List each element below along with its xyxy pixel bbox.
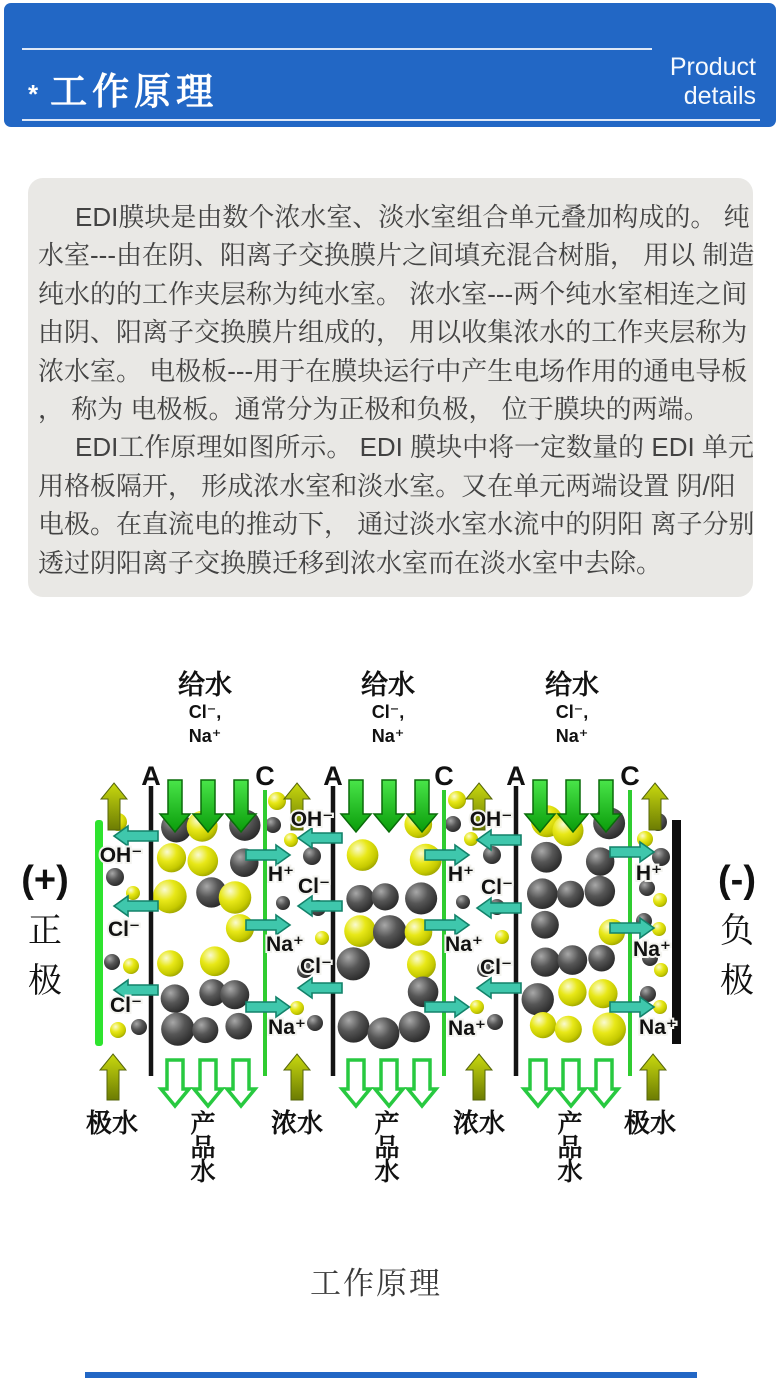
page-title: 工作原理 (50, 71, 219, 112)
ion-label: Cl⁻ (480, 876, 514, 899)
feed-ion-label: Cl⁻, (188, 702, 222, 722)
resin-bead-dark (161, 1012, 194, 1045)
cation-membrane-label: C (434, 761, 454, 791)
resin-bead-dark (399, 1011, 430, 1042)
resin-bead-dark (527, 878, 558, 909)
negative-electrode-sign: (-) (718, 859, 756, 901)
ion-migration-arrow-left (298, 978, 342, 998)
resin-bead-dark (131, 1019, 147, 1035)
product-water-label: 产 (557, 1110, 583, 1138)
ion-label: H⁺ (447, 863, 475, 886)
resin-bead-dark (276, 896, 290, 910)
resin-bead-dark (588, 945, 615, 972)
ion-label: Cl⁻ (107, 918, 141, 941)
feed-down-arrow-icon (374, 780, 404, 832)
feed-water-label: 给水 (545, 670, 599, 700)
resin-bead-dark (303, 847, 321, 865)
resin-bead-yellow (464, 832, 478, 846)
ion-migration-arrow-left (298, 828, 342, 848)
negative-electrode-bar (672, 820, 681, 1044)
resin-bead-yellow (110, 1022, 126, 1038)
resin-bead-yellow (157, 843, 186, 872)
resin-bead-yellow (315, 931, 329, 945)
negative-electrode-label: 极 (720, 962, 754, 1000)
ion-label: H⁺ (635, 862, 663, 885)
product-water-arrow-icon (408, 1060, 436, 1106)
resin-bead-dark (405, 882, 437, 914)
edi-diagram-svg (0, 650, 780, 1210)
resin-bead-dark (225, 1013, 252, 1040)
resin-bead-dark (307, 1015, 323, 1031)
feed-water-label: 给水 (361, 670, 415, 700)
outlet-up-arrow-icon (284, 1054, 310, 1100)
resin-bead-dark (531, 947, 560, 976)
resin-bead-yellow (653, 893, 667, 907)
positive-electrode-sign: (+) (21, 859, 69, 901)
feed-ion-label: Cl⁻, (371, 702, 405, 722)
resin-bead-dark (368, 1017, 400, 1049)
resin-bead-yellow (495, 930, 509, 944)
positive-electrode-label: 极 (28, 962, 62, 1000)
ion-migration-arrow-right (246, 997, 290, 1017)
feed-down-arrow-icon (341, 780, 371, 832)
diagram-caption: 工作原理 (310, 1266, 442, 1301)
product-water-arrow-icon (342, 1060, 370, 1106)
anion-membrane-label: A (323, 761, 343, 791)
negative-electrode-label: 负 (720, 912, 754, 950)
edi-principle-diagram (0, 650, 780, 1210)
ion-label: OH⁻ (99, 844, 143, 867)
ion-label: Na⁺ (633, 938, 671, 961)
feed-ion-label: Cl⁻, (555, 702, 589, 722)
product-water-label: 产 (190, 1110, 216, 1138)
resin-bead-yellow (470, 1000, 484, 1014)
resin-bead-yellow (555, 1016, 582, 1043)
resin-bead-dark (445, 816, 461, 832)
outlet-up-arrow-icon (640, 1054, 666, 1100)
resin-bead-dark (585, 876, 616, 907)
resin-bead-dark (522, 983, 554, 1015)
resin-bead-dark (265, 817, 281, 833)
section-header (4, 3, 776, 127)
resin-bead-dark (346, 885, 374, 913)
resin-bead-yellow (652, 922, 666, 936)
header-divider-top (22, 48, 652, 50)
description-line: 用格板隔开， 形成浓水室和淡水室。又在单元两端设置 阴/阳 (38, 470, 736, 501)
header-divider-bottom (22, 119, 760, 121)
ion-label: H⁺ (267, 863, 295, 886)
description-line: 电极。在直流电的推动下， 通过淡水室水流中的阴阳 离子分别 (38, 509, 755, 540)
product-water-arrow-icon (590, 1060, 618, 1106)
ion-label: Cl⁻ (479, 956, 513, 979)
resin-bead-dark (161, 984, 189, 1012)
product-water-arrow-icon (524, 1060, 552, 1106)
resin-bead-yellow (654, 963, 668, 977)
resin-bead-dark (338, 1011, 370, 1043)
ion-label: Na⁺ (448, 1017, 486, 1040)
product-water-label: 水 (557, 1158, 583, 1186)
product-water-label: 品 (557, 1134, 583, 1162)
electrode-water-label: 极水 (623, 1108, 677, 1138)
product-water-label: 产 (374, 1110, 400, 1138)
resin-bead-dark (558, 945, 588, 975)
concentrate-water-label: 浓水 (270, 1108, 324, 1138)
resin-bead-yellow (407, 950, 436, 979)
resin-bead-yellow (448, 791, 466, 809)
product-water-label: 水 (374, 1158, 400, 1186)
description-line: 由阴、阳离子交换膜片组成的， 用以收集浓水的工作夹层称为 (38, 317, 748, 348)
ion-label: Na⁺ (639, 1016, 677, 1039)
outlet-up-arrow-icon (100, 1054, 126, 1100)
footer-accent-bar (85, 1372, 697, 1378)
cation-membrane-label: C (620, 761, 640, 791)
product-details-label (670, 53, 756, 111)
ion-label: Na⁺ (268, 1016, 306, 1039)
feed-water-label: 给水 (178, 670, 232, 700)
feed-ion-label: Na⁺ (371, 726, 405, 746)
ion-label: OH⁻ (469, 808, 513, 831)
outlet-up-arrow-icon (466, 1054, 492, 1100)
electrode-water-label: 极水 (85, 1108, 139, 1138)
resin-bead-yellow (187, 846, 218, 877)
anion-membrane-label: A (506, 761, 526, 791)
ion-label: Na⁺ (266, 933, 304, 956)
product-water-label: 品 (374, 1134, 400, 1162)
resin-bead-dark (372, 883, 399, 910)
positive-electrode-label: 正 (28, 912, 62, 950)
resin-bead-yellow (157, 950, 183, 976)
product-details-line1: Product (669, 53, 756, 81)
resin-bead-yellow (344, 915, 376, 947)
cation-membrane-label: C (255, 761, 275, 791)
description-line: 水室---由在阴、阳离子交换膜片之间填充混合树脂， 用以 制造 (38, 240, 755, 271)
resin-bead-yellow (290, 1001, 304, 1015)
resin-bead-yellow (592, 1012, 626, 1046)
description-line: 浓水室。 电极板---用于在膜块运行中产生电场作用的通电导板 (38, 355, 748, 386)
resin-bead-dark (104, 954, 120, 970)
feed-ion-label: Na⁺ (555, 726, 589, 746)
resin-bead-dark (373, 915, 407, 949)
product-water-arrow-icon (375, 1060, 403, 1106)
product-water-arrow-icon (557, 1060, 585, 1106)
product-water-label: 水 (190, 1158, 216, 1186)
resin-bead-dark (557, 881, 584, 908)
product-water-arrow-icon (194, 1060, 222, 1106)
product-water-arrow-icon (227, 1060, 255, 1106)
ion-label: Na⁺ (445, 933, 483, 956)
description-card (28, 178, 753, 597)
resin-bead-yellow (268, 792, 286, 810)
title-asterisk-icon: * (28, 78, 39, 109)
description-line: ， 称为 电极板。通常分为正极和负极， 位于膜块的两端。 (38, 394, 710, 425)
resin-bead-yellow (200, 946, 230, 976)
resin-bead-dark (483, 846, 501, 864)
resin-bead-yellow (530, 1012, 556, 1038)
concentrate-water-label: 浓水 (452, 1108, 506, 1138)
resin-bead-dark (531, 842, 562, 873)
resin-bead-dark (106, 868, 124, 886)
description-line: EDI工作原理如图所示。 EDI 膜块中将一定数量的 EDI 单元 (75, 432, 754, 463)
resin-bead-dark (456, 895, 470, 909)
product-details-line2: details (683, 82, 756, 110)
resin-bead-dark (487, 1014, 503, 1030)
resin-bead-yellow (219, 881, 252, 914)
ion-label: Cl⁻ (299, 955, 333, 978)
resin-bead-dark (192, 1017, 218, 1043)
description-line: 纯水的的工作夹层称为纯水室。 浓水室---两个纯水室相连之间 (38, 278, 748, 309)
resin-bead-yellow (284, 833, 298, 847)
product-water-arrow-icon (161, 1060, 189, 1106)
product-water-label: 品 (190, 1134, 216, 1162)
ion-label: Cl⁻ (109, 994, 143, 1017)
ion-label: OH⁻ (290, 808, 334, 831)
resin-bead-yellow (558, 978, 586, 1006)
resin-bead-yellow (347, 839, 379, 871)
anion-membrane-label: A (141, 761, 161, 791)
ion-label: Cl⁻ (297, 875, 331, 898)
resin-bead-dark (337, 947, 370, 980)
resin-bead-yellow (123, 958, 139, 974)
resin-bead-dark (220, 980, 249, 1009)
feed-ion-label: Na⁺ (188, 726, 222, 746)
description-line: 透过阴阳离子交换膜迁移到浓水室而在淡水室中去除。 (38, 547, 663, 578)
description-line: EDI膜块是由数个浓水室、淡水室组合单元叠加构成的。 纯 (75, 202, 750, 232)
resin-bead-dark (531, 911, 559, 939)
